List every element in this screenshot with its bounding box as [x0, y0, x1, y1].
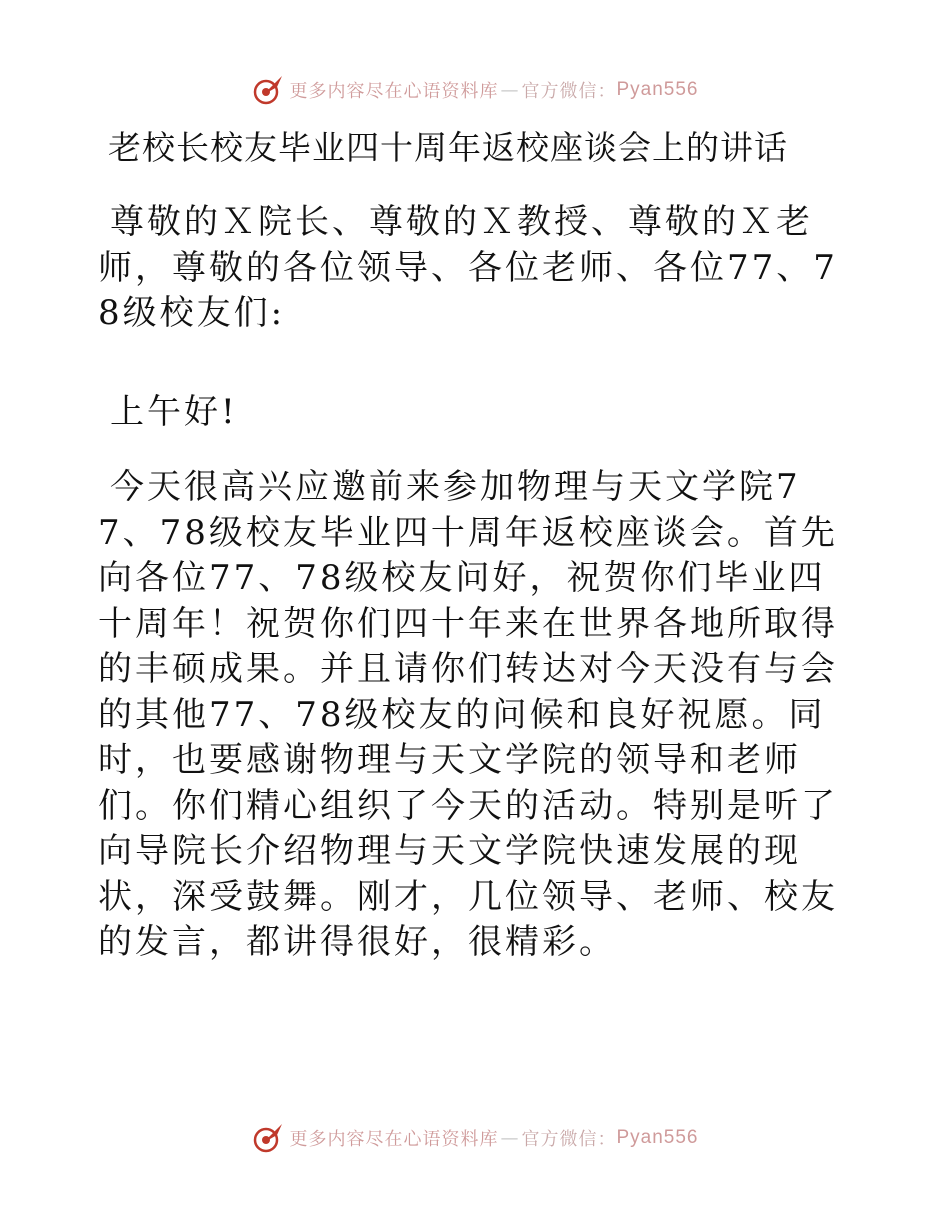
- quill-logo-icon: [251, 73, 285, 107]
- watermark-handle: Pyan556: [616, 1127, 699, 1148]
- quill-logo-icon: [251, 1121, 285, 1155]
- salutation-paragraph: 尊敬的Ｘ院长、尊敬的Ｘ教授、尊敬的Ｘ老师，尊敬的各位领导、各位老师、各位77、78级校友们:: [98, 202, 838, 333]
- watermark-dash: —: [500, 1127, 520, 1149]
- greeting-paragraph: 上午好!: [110, 392, 238, 432]
- watermark-label: 官方微信：: [521, 1129, 617, 1150]
- watermark-text: 更多内容尽在心语资料库: [289, 1129, 499, 1150]
- watermark-handle: Pyan556: [616, 79, 699, 100]
- document-title: 老校长校友毕业四十周年返校座谈会上的讲话: [108, 128, 788, 167]
- body-paragraph: 今天很高兴应邀前来参加物理与天文学院77、78级校友毕业四十周年返校座谈会。首先向各位77、78级校友问好，祝贺你们毕业四十周年！祝贺你们四十年来在世界各地所取得的丰硕成果。并且请你们转达对今天没有与会的其他77、78级校友的问候和良好祝愿。同时，也要感谢物理与天文学院的领导和老师们。你们精心组织了今天的活动。特别是听了向导院长介绍物理与天文学院快速发展的现状，深受鼓舞。刚才，几位领导、老师、校友的发言，都讲得很好，很精彩。: [98, 467, 838, 962]
- watermark-header: [0, 70, 950, 110]
- watermark-footer: [0, 1118, 950, 1158]
- watermark-text: 更多内容尽在心语资料库: [289, 81, 499, 102]
- watermark-label: 官方微信：: [521, 81, 617, 102]
- watermark-dash: —: [500, 79, 520, 101]
